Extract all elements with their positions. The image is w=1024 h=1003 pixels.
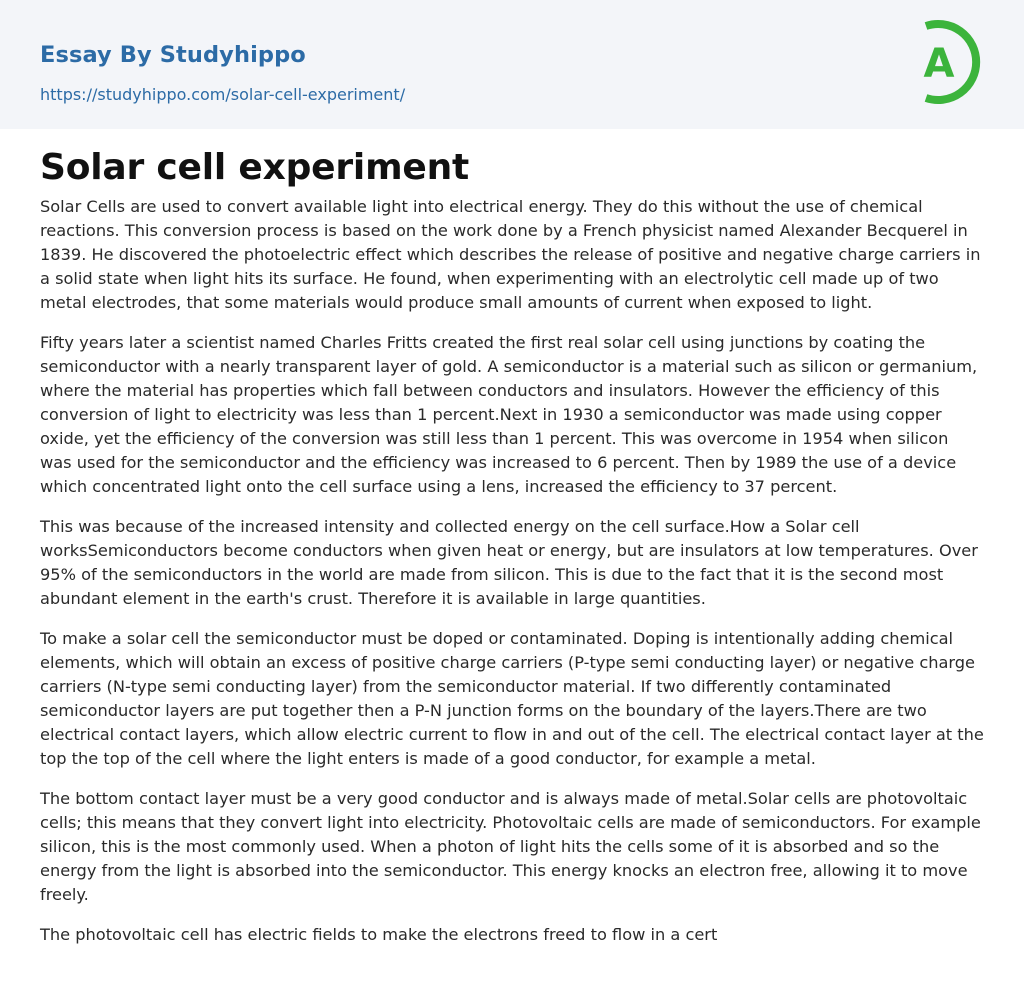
article-paragraph: To make a solar cell the semiconductor must be doped or contaminated. Doping is intentionally adding chemical elements, which will obtain an excess of positive charge carriers (P-type semi conducting layer) or negative charge carriers (N-type semi conducting layer) from the semiconductor material. If two differently contaminated semiconductor layers are put together then a P-N junction forms on the boundary of the layers.There are two electrical contact layers, which allow electric current to flow in and out of the cell. The electrical contact layer at the top the top of the cell where the light enters is made of a good conductor, for example a metal.	[40, 629, 984, 768]
article-paragraph: Solar Cells are used to convert available light into electrical energy. They do this without the use of chemical reactions. This conversion process is based on the work done by a French physicist named Alexander Becquerel in 1839. He discovered the photoelectric effect which describes the release of positive and negative charge carriers in a solid state when light hits its surface. He found, when experimenting with an electrolytic cell made up of two metal electrodes, that some materials would produce small amounts of current when exposed to light.	[40, 197, 981, 312]
article-body	[0, 129, 1024, 947]
article-paragraph: The bottom contact layer must be a very good conductor and is always made of metal.Solar cells are photovoltaic cells; this means that they convert light into electricity. Photovoltaic cells are made of semiconductors. For example silicon, this is the most commonly used. When a photon of light hits the cells some of it is absorbed and so the energy from the light is absorbed into the semiconductor. This energy knocks an electron free, allowing it to move freely.	[40, 789, 981, 904]
article-paragraph: Fifty years later a scientist named Charles Fritts created the first real solar cell using junctions by coating the semiconductor with a nearly transparent layer of gold. A semiconductor is a material such as silicon or germanium, where the material has properties which fall between conductors and insulators. However the efficiency of this conversion of light to electricity was less than 1 percent.Next in 1930 a semiconductor was made using copper oxide, yet the efficiency of the conversion was still less than 1 percent. This was overcome in 1954 when silicon was used for the semiconductor and the efficiency was increased to 6 percent. Then by 1989 the use of a device which concentrated light onto the cell surface using a lens, increased the efficiency to 37 percent.	[40, 333, 978, 496]
site-brand: Essay By Studyhippo	[40, 42, 306, 68]
page-title: Solar cell experiment	[40, 147, 470, 188]
logo-letter: A	[923, 41, 955, 87]
article-paragraph: This was because of the increased intensity and collected energy on the cell surface.How a Solar cell worksSemiconductors become conductors when given heat or energy, but are insulators at low temperatures. Over 95% of the semiconductors in the world are made from silicon. This is due to the fact that it is the second most abundant element in the earth's crust. Therefore it is available in large quantities.	[40, 517, 978, 608]
essay-url-link[interactable]: https://studyhippo.com/solar-cell-experiment/	[40, 85, 406, 104]
site-header	[0, 0, 1024, 129]
studyhippo-logo-icon[interactable]	[912, 19, 986, 105]
article-paragraph: The photovoltaic cell has electric fields to make the electrons freed to flow in a cert	[40, 925, 718, 944]
